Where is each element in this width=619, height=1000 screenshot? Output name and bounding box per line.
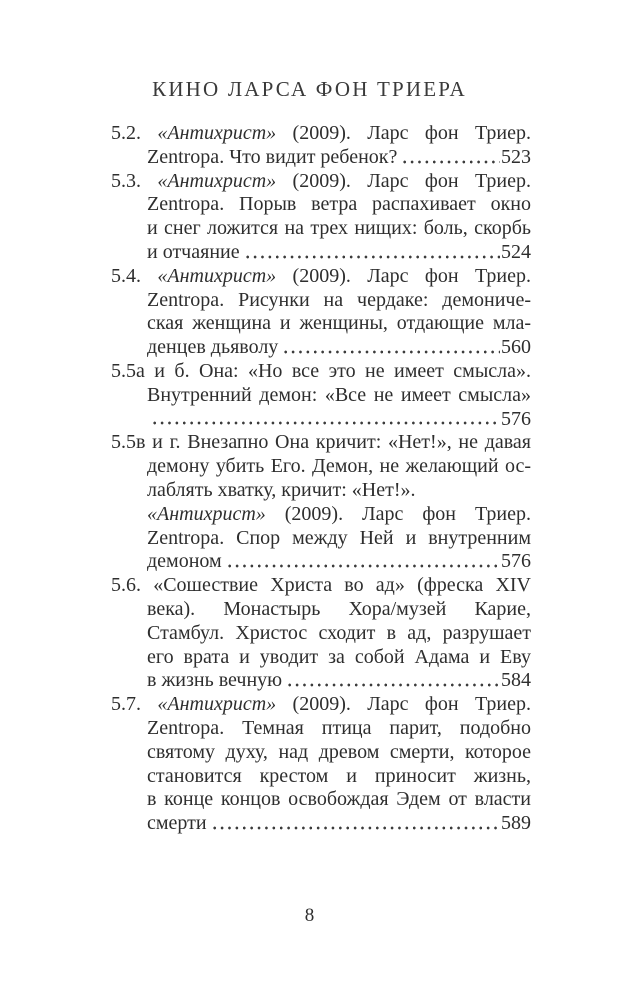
toc-line: [147, 479, 531, 503]
toc-line: [147, 193, 531, 217]
toc-line: [147, 765, 531, 789]
page-ref: 523: [501, 145, 531, 168]
toc-line: [147, 598, 531, 622]
line-text: и отчаяние: [147, 240, 240, 263]
item-title-italic: «Антихрист»: [157, 122, 277, 144]
line-text: ская женщина и женщины, отдающие мла-: [147, 312, 531, 335]
dot-leader: [284, 669, 500, 693]
line-text: демоном: [147, 550, 222, 573]
toc-line: [111, 431, 531, 455]
line-text: (2009). Ларс фон Триер.: [265, 502, 531, 525]
toc-line: [147, 408, 531, 432]
line-text: Zentropa. Что видит ребенок?: [147, 145, 398, 168]
line-text: века). Монастырь Хора/музей Карие,: [147, 597, 531, 620]
toc-line: [111, 122, 531, 146]
dot-leader: [399, 146, 500, 170]
line-text: (2009). Ларс фон Триер.: [276, 169, 531, 192]
toc-line: [147, 384, 531, 408]
dot-leader: [242, 241, 500, 265]
toc-line: [147, 622, 531, 646]
toc-line: [147, 503, 531, 527]
toc-line: [111, 693, 531, 717]
page-ref: 589: [501, 812, 531, 835]
item-label: 5.2.: [111, 122, 141, 144]
dot-leader: [224, 550, 500, 574]
running-head: КИНО ЛАРСА ФОН ТРИЕРА: [152, 77, 467, 101]
line-text: (2009). Ларс фон Триер.: [276, 693, 531, 716]
toc-line: [111, 265, 531, 289]
toc-line: [147, 788, 531, 812]
line-text: его врата и уводит за собой Адама и Еву: [147, 645, 531, 668]
line-text: Внезапно Она кричит: «Нет!», не давая: [187, 431, 532, 454]
line-text: «Сошествие Христа во ад» (фреска XIV: [153, 574, 531, 597]
line-text: смерти: [147, 812, 207, 835]
line-text: (2009). Ларс фон Триер.: [276, 122, 531, 144]
dot-leader: [209, 812, 500, 836]
page-ref: 560: [501, 336, 531, 359]
item-label: 5.6.: [111, 574, 141, 597]
item-label: 5.3.: [111, 169, 141, 192]
item-label: 5.5а и б.: [111, 359, 190, 382]
illustrations-list: [111, 122, 531, 836]
line-text: (2009). Ларс фон Триер.: [276, 264, 531, 287]
toc-line: [147, 146, 531, 170]
page-ref: 524: [501, 240, 531, 263]
line-text: Zentropa. Порыв ветра распахивает окно: [147, 193, 531, 216]
toc-line: [147, 289, 531, 313]
toc-line: [147, 646, 531, 670]
toc-line: [111, 170, 531, 194]
line-text: Внутренний демон: «Все не имеет смысла»: [147, 383, 531, 406]
item-title-italic: «Антихрист»: [147, 502, 266, 525]
line-text: Стамбул. Христос сходит в ад, разрушает: [147, 621, 531, 644]
toc-line: [147, 550, 531, 574]
page-ref: 584: [501, 669, 531, 692]
line-text: демону убить Его. Демон, не желающий ос-: [147, 455, 531, 478]
line-text: денцев дьяволу: [147, 336, 279, 359]
toc-line: [147, 717, 531, 741]
dot-leader: [280, 336, 500, 360]
toc-line: [147, 217, 531, 241]
toc-line: [147, 669, 531, 693]
line-text: Она: «Но все это не имеет смысла».: [199, 359, 532, 382]
item-label: 5.4.: [111, 264, 141, 287]
toc-line: [147, 812, 531, 836]
item-title-italic: «Антихрист»: [157, 169, 277, 192]
line-text: святому духу, над древом смерти, которое: [147, 740, 531, 763]
item-label: 5.5в и г.: [111, 431, 181, 454]
line-text: и снег ложится на трех нищих: боль, скорбь: [147, 217, 531, 240]
page-ref: 576: [501, 550, 531, 573]
toc-line: [147, 241, 531, 265]
line-text: становится крестом и приносит жизнь,: [147, 764, 531, 787]
item-label: 5.7.: [111, 693, 141, 716]
toc-line: [147, 741, 531, 765]
toc-line: [147, 312, 531, 336]
toc-line: [147, 336, 531, 360]
toc-line: [111, 360, 531, 384]
toc-line: [111, 574, 531, 598]
toc-line: [147, 455, 531, 479]
page-number: 8: [304, 905, 315, 926]
page-ref: 576: [501, 407, 531, 430]
item-title-italic: «Антихрист»: [157, 693, 277, 716]
dot-leader: [149, 408, 500, 432]
toc-line: [147, 527, 531, 551]
item-title-italic: «Антихрист»: [157, 264, 277, 287]
line-text: в конце концов освобождая Эдем от власти: [147, 788, 531, 811]
line-text: лаблять хватку, кричит: «Нет!».: [147, 478, 416, 501]
line-text: Zentropa. Спор между Ней и внутренним: [147, 526, 531, 549]
line-text: Zentropa. Рисунки на чердаке: демониче-: [147, 288, 531, 311]
line-text: в жизнь вечную: [147, 669, 283, 692]
line-text: Zentropa. Темная птица парит, подобно: [147, 716, 531, 739]
